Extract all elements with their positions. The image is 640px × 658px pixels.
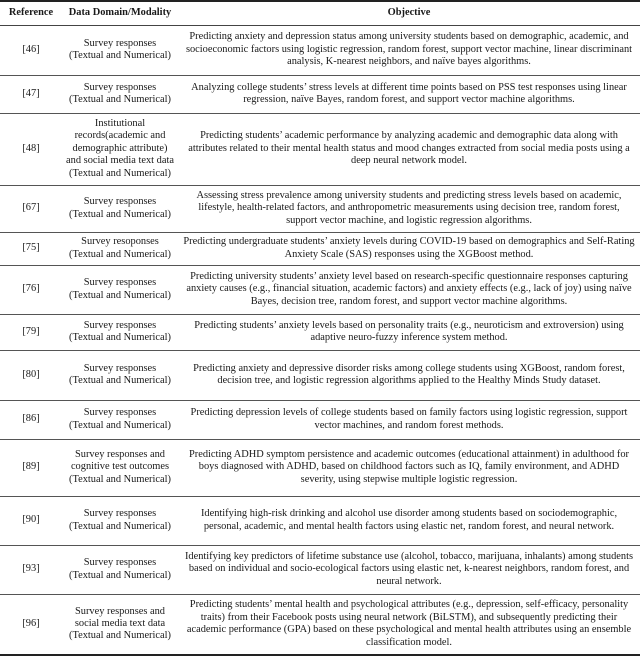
reference-cell: [89] xyxy=(22,461,40,473)
data-domain-cell xyxy=(62,496,178,545)
reference-cell: [67] xyxy=(22,202,40,214)
header-data-domain: Data Domain/Modality xyxy=(68,7,172,19)
table-row xyxy=(0,75,640,113)
data-domain-line: (Textual and Numerical) xyxy=(69,332,171,343)
data-domain-line: Survey responses xyxy=(83,37,157,49)
data-domain-line: Institutional xyxy=(94,117,146,129)
objective-cell: Predicting ADHD symptom persistence and academic outcomes (educational attainment) in adulthood for boys diagnosed with ADHD, based on childhood factors such as IQ, family environment, and ADHD severity, using stepwise multiple logistic regression. xyxy=(188,448,630,485)
objective-cell: Predicting students’ mental health and psychological attributes (e.g., depression, self-efficacy, personality traits) from their Facebook posts using neural network (BiLSTM), and subsequently predicting their academic performance (GPA) based on these psychological and mental health attributes using an ensemble classification model. xyxy=(186,599,632,648)
data-domain-line: (Textual and Numerical) xyxy=(69,419,171,431)
data-domain-line: cognitive test outcomes xyxy=(70,461,170,473)
reference-cell: [47] xyxy=(22,87,40,99)
objective-cell: Identifying high-risk drinking and alcohol use disorder among students based on sociodemographic, personal, academic, and mental health factors using elastic net, random forest, and neural network. xyxy=(200,508,618,532)
objective-cell: Predicting students’ anxiety levels based on personality traits (e.g., neuroticism and extroversion) using adaptive neuro-fuzzy inference system method. xyxy=(194,319,624,343)
table-body xyxy=(0,25,640,655)
data-domain-line: Survey responses xyxy=(83,196,157,208)
objective-cell: Predicting students’ academic performance by analyzing academic and demographic data along with attributes related to their mental health status and mood changes extracted from social media posts using a deep neural network model. xyxy=(188,130,630,167)
objective-cell: Predicting university students’ anxiety level based on research-specific questionnaire responses capturing anxiety causes (e.g., financial situation, academic factors) and anxiety effects (e.g., lack of joy) using naïve Bayes, decision tree, random forest, and support vector machine algorithms. xyxy=(186,270,632,307)
objective-cell: Predicting anxiety and depression status among university students based on demographic, academic, and socioeconomic factors using logistic regression, random forest, support vector machine, linear discriminant analysis, K-nearest neighbors, and naïve bayes algorithms. xyxy=(185,31,633,68)
table-row xyxy=(0,25,640,75)
objective-cell: Identifying key predictors of lifetime substance use (alcohol, tobacco, marijuana, inhalants) among students based on individual and socio-ecological factors using elastic net, k-nearest neighbors, random forest, and neural network. xyxy=(184,550,634,587)
data-domain-line: (Textual and Numerical) xyxy=(69,167,171,179)
reference-cell: [96] xyxy=(22,618,40,630)
reference-cell: [75] xyxy=(22,242,40,254)
data-domain-line: (Textual and Numerical) xyxy=(69,208,171,220)
data-domain-cell xyxy=(62,314,178,350)
reference-cell: [46] xyxy=(22,43,40,55)
data-domain-cell xyxy=(62,350,178,400)
reference-cell: [80] xyxy=(22,368,40,380)
data-domain-cell xyxy=(62,113,178,185)
reference-cell: [93] xyxy=(22,563,40,575)
table-row xyxy=(0,594,640,655)
data-domain-cell xyxy=(62,439,178,496)
objective-cell: Assessing stress prevalence among university students and predicting stress levels based on academic, lifestyle, health-related factors, and anthropometric measurements using decision tree, random forest, support vector machine, and logistic regression algorithms. xyxy=(196,189,622,226)
table-row xyxy=(0,185,640,232)
header-objective: Objective xyxy=(387,7,431,19)
data-domain-line: Survey responses xyxy=(83,407,157,419)
data-domain-line: (Textual and Numerical) xyxy=(69,94,171,105)
data-domain-line: demographic attribute) xyxy=(72,142,168,154)
header-reference: Reference xyxy=(8,7,54,19)
table-row xyxy=(0,350,640,400)
table-row xyxy=(0,265,640,314)
data-domain-line: Survey responses xyxy=(83,362,157,374)
data-domain-line: Survey responses and xyxy=(74,448,166,460)
data-domain-line: Survey responses xyxy=(83,81,157,93)
data-domain-line: Survey responses xyxy=(83,277,157,289)
data-domain-line: Survey responses xyxy=(83,557,157,569)
table-row xyxy=(0,314,640,350)
data-domain-line: (Textual and Numerical) xyxy=(69,473,171,485)
data-domain-line: and social media text data xyxy=(66,155,174,167)
data-domain-line: (Textual and Numerical) xyxy=(69,375,171,386)
objective-cell: Predicting depression levels of college students based on family factors using logistic regression, support vector machines, and random forest methods. xyxy=(190,407,628,431)
data-domain-cell xyxy=(62,265,178,314)
table-header-row xyxy=(0,1,640,25)
table-row xyxy=(0,439,640,496)
data-domain-line: (Textual and Numerical) xyxy=(69,289,171,301)
table-row xyxy=(0,113,640,185)
reference-cell: [48] xyxy=(22,142,40,154)
data-domain-line: (Textual and Numerical) xyxy=(69,520,171,532)
data-domain-line: social media text data xyxy=(74,618,166,630)
data-domain-cell xyxy=(62,594,178,655)
data-domain-line: Survey resoponses xyxy=(81,236,159,248)
data-domain-line: Survey responses xyxy=(83,508,157,520)
data-domain-cell xyxy=(62,185,178,232)
data-domain-line: (Textual and Numerical) xyxy=(69,50,171,61)
data-domain-cell xyxy=(62,232,178,265)
data-domain-line: Survey responses xyxy=(83,319,157,331)
data-domain-cell xyxy=(62,25,178,75)
reference-cell: [90] xyxy=(22,514,40,526)
data-domain-cell xyxy=(62,400,178,439)
data-domain-line: records(academic and xyxy=(74,130,166,142)
objective-cell: Predicting undergraduate students’ anxiety levels during COVID-19 based on demographics and Self-Rating Anxiety Scale (SAS) responses using the XGBoost method. xyxy=(183,236,635,260)
table-row xyxy=(0,545,640,594)
data-domain-cell xyxy=(62,545,178,594)
data-domain-line: (Textual and Numerical) xyxy=(69,569,171,581)
table-row xyxy=(0,232,640,265)
data-domain-line: (Textual and Numerical) xyxy=(69,630,171,642)
reference-cell: [86] xyxy=(22,413,40,425)
data-domain-line: (Textual and Numerical) xyxy=(69,248,171,260)
reference-cell: [76] xyxy=(22,283,40,295)
data-domain-cell xyxy=(62,75,178,113)
data-domain-line: Survey responses and xyxy=(74,605,166,617)
objective-cell: Analyzing college students’ stress levels at different time points based on PSS test responses using linear regression, naïve Bayes, random forest, and support vector machine algorithms. xyxy=(191,81,627,105)
reference-cell: [79] xyxy=(22,325,40,337)
table-row xyxy=(0,496,640,545)
table-row xyxy=(0,400,640,439)
objective-cell: Predicting anxiety and depressive disorder risks among college students using XGBoost, random forest, decision tree, and logistic regression algorithms applied to the Healthy Minds Study dataset. xyxy=(193,362,625,386)
